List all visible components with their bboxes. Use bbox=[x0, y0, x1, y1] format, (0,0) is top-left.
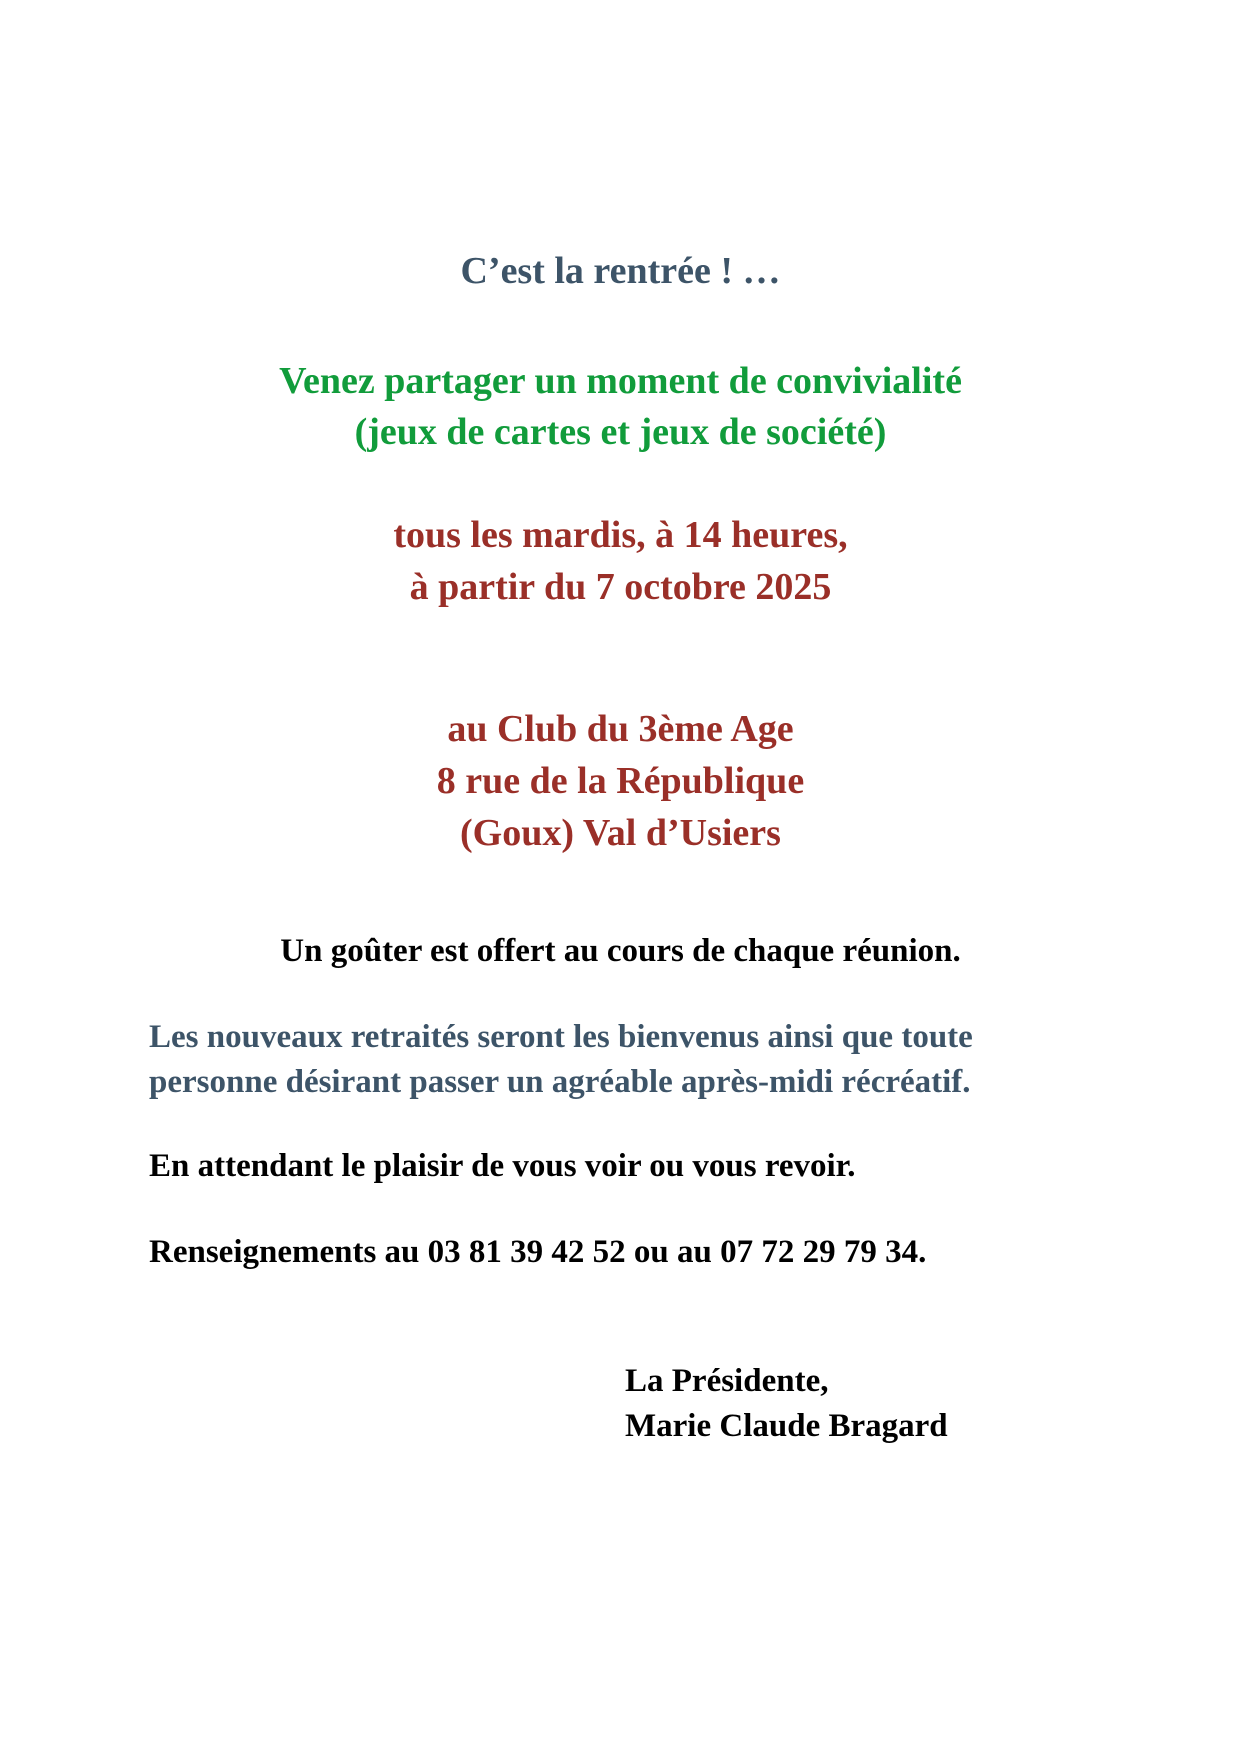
signature-role: La Présidente, bbox=[625, 1363, 829, 1399]
signature-name: Marie Claude Bragard bbox=[625, 1408, 948, 1444]
snack-note: Un goûter est offert au cours de chaque réunion. bbox=[280, 933, 961, 969]
location-line-2: 8 rue de la République bbox=[436, 760, 805, 802]
location-line-3: (Goux) Val d’Usiers bbox=[460, 812, 781, 854]
location-line-1: au Club du 3ème Age bbox=[447, 708, 794, 750]
welcome-line-1: Les nouveaux retraités seront les bienvenus ainsi que toute bbox=[149, 1019, 973, 1055]
page-title: C’est la rentrée ! … bbox=[460, 250, 781, 292]
schedule-line-1: tous les mardis, à 14 heures, bbox=[393, 514, 848, 556]
invitation-line-1: Venez partager un moment de convivialité bbox=[279, 360, 962, 402]
closing-line: En attendant le plaisir de vous voir ou vous revoir. bbox=[149, 1148, 856, 1184]
welcome-line-2: personne désirant passer un agréable après-midi récréatif. bbox=[149, 1064, 971, 1100]
contact-line: Renseignements au 03 81 39 42 52 ou au 07 72 29 79 34. bbox=[149, 1234, 927, 1270]
invitation-line-2: (jeux de cartes et jeux de société) bbox=[354, 411, 887, 453]
schedule-line-2: à partir du 7 octobre 2025 bbox=[409, 566, 832, 608]
